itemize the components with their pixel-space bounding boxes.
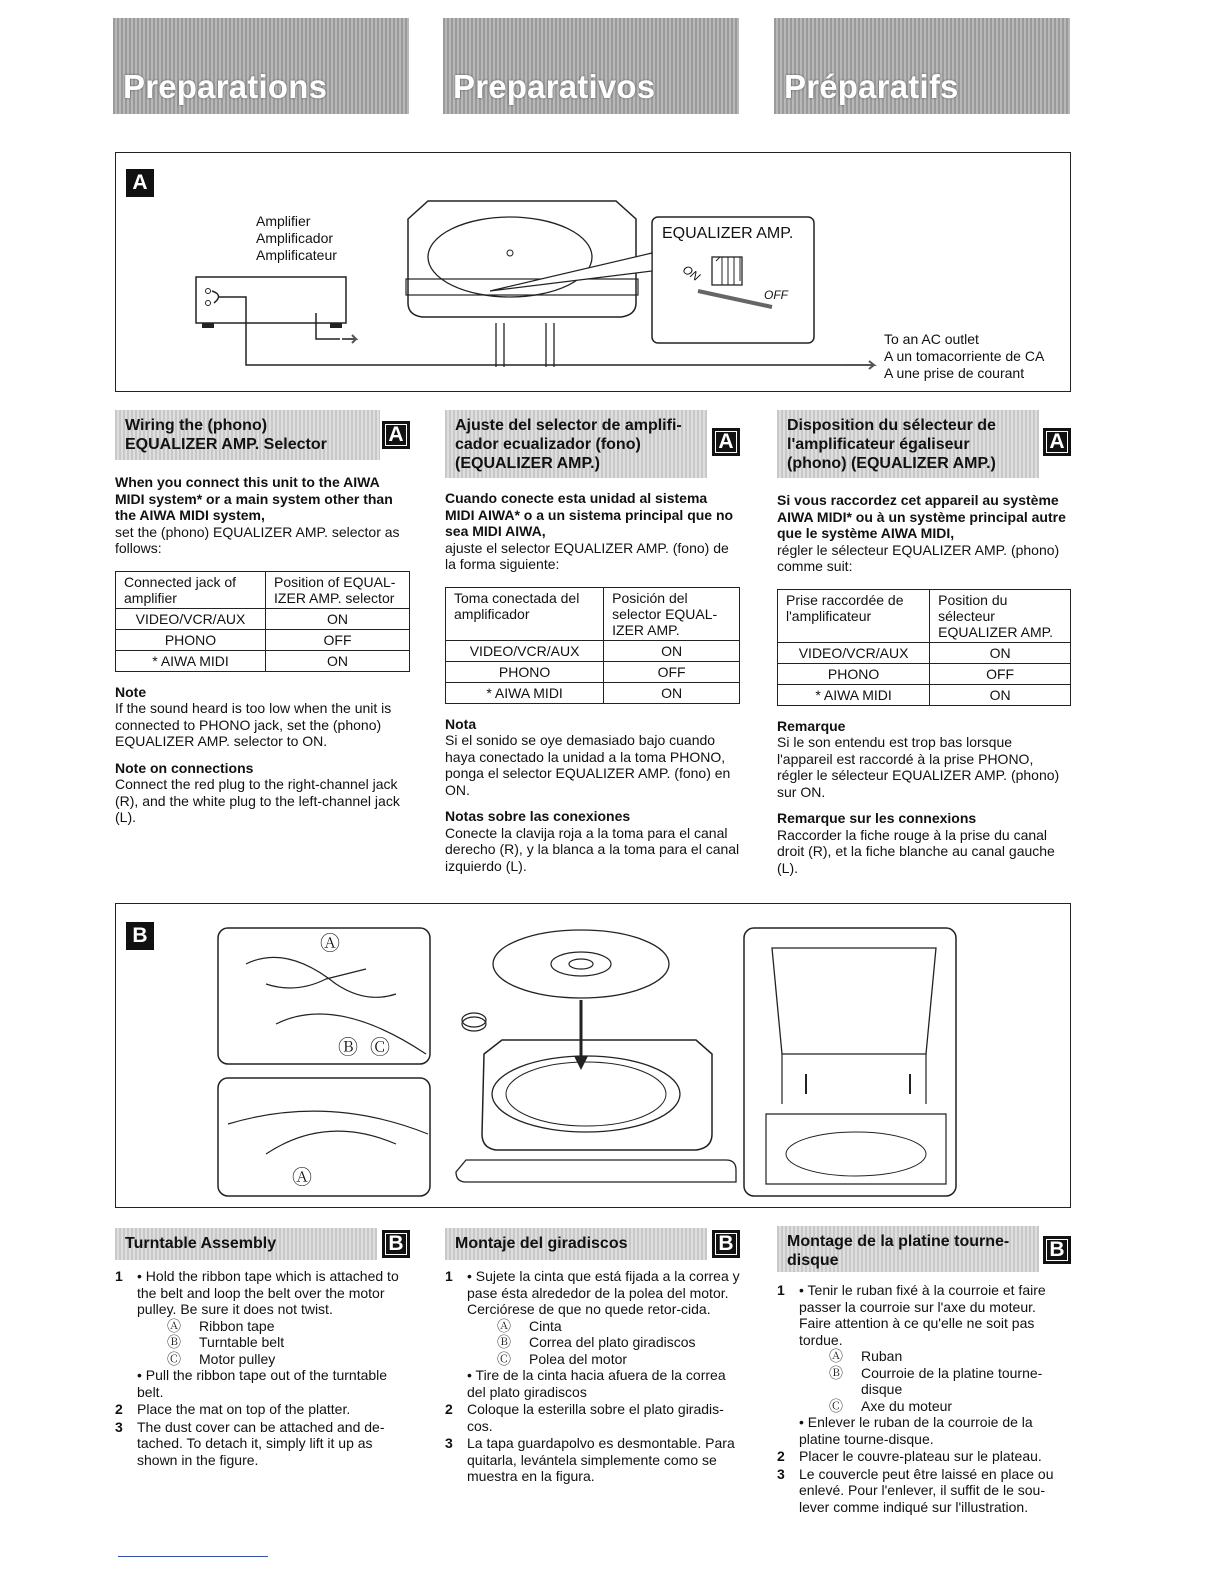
label-c: Ⓒ	[370, 1037, 390, 1059]
intro-text: set the (phono) EQUALIZER AMP. selector as follows:	[115, 523, 400, 556]
note-text: Si le son entendu est trop bas lorsque l'appareil est raccordé à la prise PHONO, régler le sélecteur EQUALIZER AMP. (phono) sur ON.	[777, 734, 1060, 800]
section-a-header-en	[115, 410, 380, 460]
part-item	[497, 1351, 740, 1368]
section-a-badge-en: A	[382, 421, 410, 449]
section-a-column-es	[445, 490, 740, 874]
section-a-badge-fr: A	[1043, 428, 1071, 456]
header-line: (EQUALIZER AMP.)	[455, 455, 600, 472]
step-text: • Tenir le ruban fixé à la courroie et faire passer la courroie sur l'axe du moteur. Faire attention à ce qu'elle ne soit pas tordue.	[799, 1282, 1046, 1348]
amp-label-es: Amplificador	[256, 230, 334, 246]
part-key: Ⓒ	[497, 1350, 511, 1367]
footer-rule	[118, 1556, 268, 1557]
turntable-assembly-diagram	[116, 904, 1066, 1204]
banner-french	[774, 18, 1070, 114]
section-b-header-es	[445, 1228, 707, 1260]
table-cell: OFF	[604, 661, 740, 682]
part-label: Correa del plato giradiscos	[529, 1334, 696, 1350]
table-head-cell: Position du sélecteur EQUALIZER AMP.	[930, 589, 1071, 642]
part-item	[497, 1334, 740, 1351]
table-cell: ON	[930, 684, 1071, 705]
step-text: • Tire de la cinta hacia afuera de la correa del plato giradiscos	[467, 1367, 726, 1400]
step-number: 2	[777, 1448, 785, 1464]
section-b-header-en	[115, 1228, 377, 1260]
section-b-header-fr	[777, 1226, 1039, 1272]
step-number: 2	[115, 1401, 123, 1417]
table-cell: ON	[604, 640, 740, 661]
table-head-cell: Connected jack of amplifier	[116, 571, 266, 608]
step-1	[445, 1268, 740, 1400]
part-key: Ⓒ	[829, 1397, 843, 1414]
note-text: Si el sonido se oye demasiado bajo cuando haya conectado la unidad a la toma PHONO, ponga el selector EQUALIZER AMP. (fono) en ON.	[445, 732, 731, 798]
section-b-badge-en: B	[382, 1230, 410, 1258]
header-line: Disposition du sélecteur de	[787, 417, 996, 434]
banner-title: Preparativos	[453, 68, 656, 105]
step-number: 3	[445, 1435, 453, 1451]
part-key: Ⓐ	[167, 1317, 181, 1334]
table-cell: ON	[604, 682, 740, 703]
ac-label-es: A un tomacorriente de CA	[884, 348, 1045, 364]
intro-bold: Si vous raccordez cet appareil au système AIWA MIDI* ou à un système principal autre que le système AIWA MIDI,	[777, 492, 1066, 541]
section-b-badge-es: B	[712, 1230, 740, 1258]
part-item	[167, 1351, 410, 1368]
note2-heading: Notas sobre las conexiones	[445, 808, 631, 824]
figure-a	[115, 152, 1071, 392]
section-a-header-fr	[777, 410, 1039, 478]
header-line: (phono) (EQUALIZER AMP.)	[787, 455, 996, 472]
step-2	[777, 1448, 1071, 1465]
section-a-header-es	[445, 410, 707, 478]
intro-text: ajuste el selector EQUALIZER AMP. (fono) de la forma siguiente:	[445, 539, 729, 572]
part-item	[829, 1398, 1071, 1415]
figure-a-badge: A	[126, 169, 154, 197]
section-b-badge-fr: B	[1043, 1236, 1071, 1264]
step-3	[777, 1466, 1071, 1516]
table-head-cell: Position of EQUAL-IZER AMP. selector	[266, 571, 410, 608]
selector-table	[445, 587, 740, 704]
step-text: The dust cover can be attached and de-tached. To detach it, simply lift it up as shown in the figure.	[137, 1418, 385, 1468]
part-label: Turntable belt	[199, 1334, 285, 1350]
note2-heading: Remarque sur les connexions	[777, 810, 977, 826]
step-3	[445, 1435, 740, 1485]
table-cell: OFF	[930, 663, 1071, 684]
part-label: Motor pulley	[199, 1350, 276, 1367]
switch-off-label: OFF	[764, 288, 788, 302]
part-key: Ⓑ	[167, 1334, 181, 1350]
figure-b-badge: B	[126, 922, 154, 950]
header-line: l'amplificateur égaliseur	[787, 436, 970, 453]
part-label: Ruban	[861, 1348, 903, 1364]
note2-text: Connect the red plug to the right-channel jack (R), and the white plug to the left-channel jack (L).	[115, 776, 400, 825]
step-text: La tapa guardapolvo es desmontable. Para quitarla, levántela simplemente como se muestra en la figura.	[467, 1435, 735, 1484]
header-line: Montage de la platine tourne-	[787, 1233, 1010, 1250]
step-number: 3	[777, 1465, 785, 1482]
step-text: • Enlever le ruban de la courroie de la platine tourne-disque.	[799, 1414, 1033, 1447]
amp-label-en: Amplifier	[256, 213, 311, 229]
part-key: Ⓑ	[497, 1334, 511, 1350]
note2-heading: Note on connections	[115, 759, 254, 776]
part-label: Polea del motor	[529, 1350, 628, 1367]
step-3	[115, 1419, 410, 1469]
step-number: 1	[115, 1268, 123, 1284]
part-key: Ⓐ	[497, 1317, 511, 1334]
step-text: • Sujete la cinta que está fijada a la correa y pase ésta alrededor de la polea del motor. Cerciórese de que no quede retor-cida.	[467, 1268, 740, 1317]
note2-text: Conecte la clavija roja a la toma para el canal derecho (R), y la blanca a la toma para el canal izquierdo (L).	[445, 824, 740, 874]
table-cell: OFF	[266, 629, 410, 650]
figure-b	[115, 903, 1071, 1208]
header-line: EQUALIZER AMP. Selector	[125, 436, 327, 453]
part-label: Courroie de la platine tourne-disque	[861, 1364, 1043, 1397]
step-number: 1	[777, 1282, 785, 1298]
section-b-column-es	[445, 1268, 740, 1486]
step-text: • Hold the ribbon tape which is attached to the belt and loop the belt over the motor pulley. Be sure it does not twist.	[137, 1268, 399, 1317]
header-line: disque	[787, 1252, 839, 1269]
section-b-column-fr	[777, 1282, 1071, 1516]
table-cell: ON	[930, 642, 1071, 663]
part-item	[167, 1318, 410, 1335]
header-line: Wiring the (phono)	[125, 417, 268, 434]
table-cell: PHONO	[446, 661, 604, 682]
section-a-column-en	[115, 474, 410, 826]
note-heading: Note	[115, 683, 147, 700]
intro-bold: When you connect this unit to the AIWA MIDI system* or a main system other than the AIWA MIDI system,	[115, 474, 393, 523]
banner-title: Préparatifs	[784, 68, 959, 105]
ac-label-en: To an AC outlet	[884, 331, 979, 347]
part-item	[829, 1365, 1071, 1398]
amp-label-fr: Amplificateur	[256, 247, 337, 263]
header-line: Montaje del giradiscos	[455, 1235, 628, 1252]
step-text: Placer le couvre-plateau sur le plateau.	[799, 1448, 1042, 1464]
part-label: Cinta	[529, 1317, 562, 1334]
table-head-cell: Prise raccordée de l'amplificateur	[778, 589, 930, 642]
ac-label-fr: A une prise de courant	[884, 365, 1025, 381]
label-a-top: Ⓐ	[320, 933, 340, 955]
note-heading: Nota	[445, 715, 477, 732]
step-1	[777, 1282, 1071, 1447]
note2-text: Raccorder la fiche rouge à la prise du canal droit (R), et la fiche blanche au canal gauche (L).	[777, 826, 1055, 876]
section-b-column-en	[115, 1268, 410, 1469]
part-item	[497, 1318, 740, 1335]
step-text: Place the mat on top of the platter.	[137, 1401, 351, 1417]
selector-table	[115, 571, 410, 672]
header-line: Turntable Assembly	[125, 1235, 277, 1252]
section-a-column-fr	[777, 492, 1071, 876]
part-key: Ⓐ	[829, 1348, 843, 1364]
part-key: Ⓒ	[167, 1350, 181, 1367]
step-number: 2	[445, 1401, 453, 1417]
table-cell: VIDEO/VCR/AUX	[446, 640, 604, 661]
step-text: Coloque la esterilla sobre el plato giradis-cos.	[467, 1401, 724, 1434]
table-cell: * AIWA MIDI	[116, 650, 266, 671]
table-cell: ON	[266, 608, 410, 629]
note-heading: Remarque	[777, 717, 846, 734]
equalizer-amp-label: EQUALIZER AMP.	[662, 225, 794, 242]
selector-table	[777, 589, 1071, 706]
label-a-bottom: Ⓐ	[292, 1167, 312, 1189]
parts-list	[467, 1318, 740, 1368]
switch-on-label: ON	[679, 262, 703, 284]
step-2	[445, 1401, 740, 1434]
table-cell: ON	[266, 650, 410, 671]
part-label: Ribbon tape	[199, 1317, 275, 1334]
step-number: 3	[115, 1418, 123, 1435]
part-label: Axe du moteur	[861, 1397, 953, 1414]
banner-spanish	[443, 18, 739, 114]
table-cell: * AIWA MIDI	[446, 682, 604, 703]
table-cell: VIDEO/VCR/AUX	[116, 608, 266, 629]
parts-list	[137, 1318, 410, 1368]
table-cell: VIDEO/VCR/AUX	[778, 642, 930, 663]
intro-bold: Cuando conecte esta unidad al sistema MIDI AIWA* o a un sistema principal que no sea MIDI AIWA,	[445, 490, 734, 539]
header-line: Ajuste del selector de amplifi-	[455, 417, 682, 434]
step-text: Le couvercle peut être laissé en place ou enlevé. Pour l'enlever, il suffit de le sou-lever comme indiqué sur l'illustration.	[799, 1465, 1054, 1515]
note-text: If the sound heard is too low when the unit is connected to PHONO jack, set the (phono) EQUALIZER AMP. selector to ON.	[115, 700, 392, 749]
table-head-cell: Toma conectada del amplificador	[446, 587, 604, 640]
header-line: cador ecualizador (fono)	[455, 436, 641, 453]
parts-list	[799, 1348, 1071, 1414]
label-b: Ⓑ	[338, 1037, 358, 1059]
table-cell: PHONO	[778, 663, 930, 684]
step-1	[115, 1268, 410, 1400]
ac-outlet-labels	[884, 331, 1044, 382]
section-a-badge-es: A	[712, 428, 740, 456]
part-key: Ⓑ	[829, 1364, 843, 1381]
banner-english	[113, 18, 409, 114]
banner-title: Preparations	[123, 68, 328, 105]
part-item	[829, 1348, 1071, 1365]
step-number: 1	[445, 1268, 453, 1284]
table-cell: * AIWA MIDI	[778, 684, 930, 705]
step-text: • Pull the ribbon tape out of the turntable belt.	[137, 1367, 388, 1400]
part-item	[167, 1334, 410, 1351]
intro-text: régler le sélecteur EQUALIZER AMP. (phono) comme suit:	[777, 541, 1060, 574]
table-cell: PHONO	[116, 629, 266, 650]
step-2	[115, 1401, 410, 1418]
table-head-cell: Posición del selector EQUAL-IZER AMP.	[604, 587, 740, 640]
